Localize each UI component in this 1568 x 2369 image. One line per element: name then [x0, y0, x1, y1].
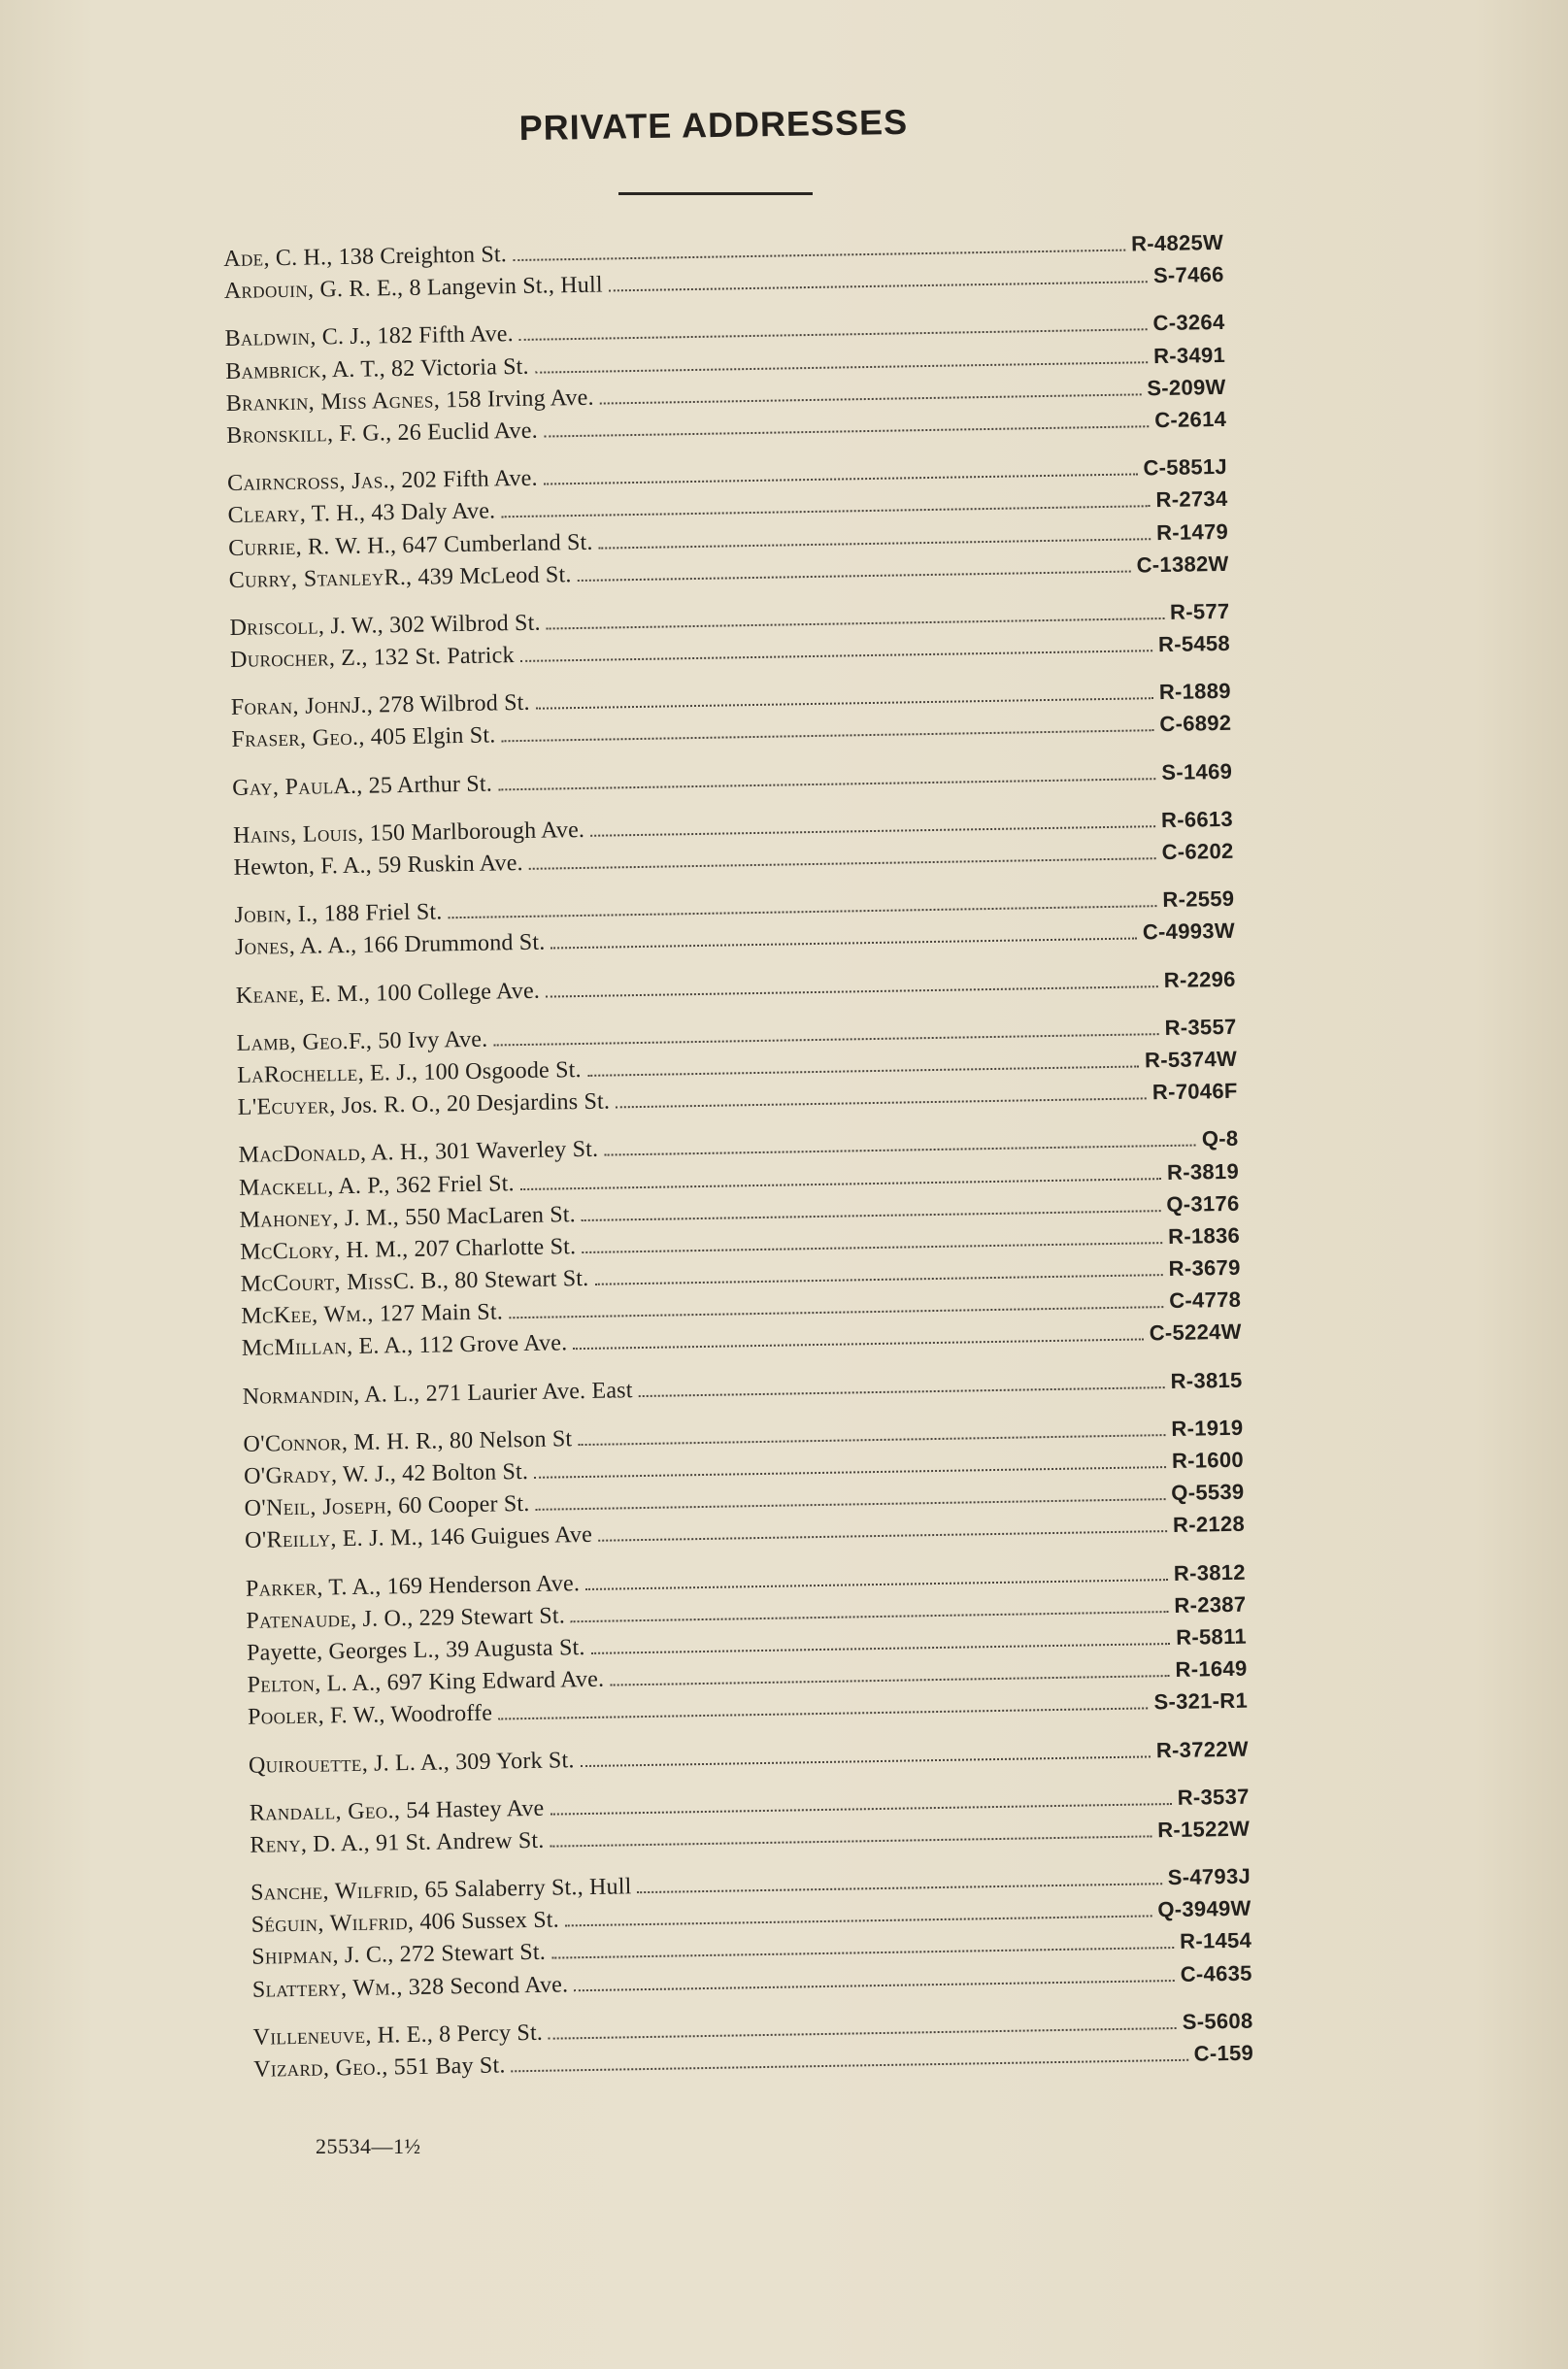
- entry-name: Cairncross, Jas.: [226, 468, 390, 497]
- leader-dots: [573, 1339, 1143, 1351]
- entry-address: , J. M., 550 MacLaren St.: [332, 1201, 577, 1231]
- entry-address: , J. L. A., 309 York St.: [361, 1747, 575, 1777]
- entry-address: , 127 Main St.: [367, 1299, 504, 1327]
- entry-name: Mahoney: [239, 1205, 333, 1233]
- entry-name: Randall, Geo.: [249, 1797, 395, 1826]
- entry-name: Curry, Stanley: [228, 564, 384, 593]
- entry-address: J., 278 Wilbrod St.: [350, 690, 530, 719]
- entry-name: Ardouin: [223, 277, 309, 305]
- entry-phone-number: R-1649: [1175, 1655, 1248, 1683]
- leader-dots: [549, 2027, 1177, 2040]
- entry-phone-number: C-6202: [1161, 838, 1234, 865]
- entry-address: , 202 Fifth Ave.: [388, 465, 538, 494]
- entry-phone-number: R-5374W: [1144, 1046, 1238, 1073]
- entry-name: MacDonald: [238, 1141, 361, 1169]
- entry-phone-number: R-2734: [1155, 486, 1228, 513]
- leader-dots: [544, 474, 1138, 485]
- entry-phone-number: C-5851J: [1143, 454, 1228, 481]
- entry-phone-number: R-2387: [1174, 1591, 1247, 1618]
- entry-phone-number: R-3722W: [1155, 1736, 1250, 1762]
- leader-dots: [535, 361, 1148, 373]
- leader-dots: [582, 1210, 1161, 1221]
- leader-dots: [498, 778, 1156, 790]
- entry-phone-number: C-5224W: [1149, 1319, 1242, 1346]
- entry-name: Bambrick: [224, 356, 321, 384]
- entry-name: Durocher: [229, 646, 330, 674]
- entry-phone-number: S-7466: [1152, 262, 1224, 288]
- entry-name: Ade: [223, 246, 264, 272]
- entry-address: , 54 Hastey Ave: [393, 1795, 545, 1823]
- entry-name: Parker: [245, 1575, 317, 1602]
- entry-name: Foran, John: [230, 693, 352, 721]
- entry-phone-number: R-577: [1169, 598, 1230, 624]
- leader-dots: [571, 1611, 1169, 1622]
- entry-phone-number: R-3815: [1170, 1367, 1243, 1393]
- entry-phone-number: R-3819: [1166, 1158, 1240, 1184]
- entry-address: , C. J., 182 Fifth Ave.: [310, 321, 515, 350]
- leader-dots: [599, 538, 1151, 549]
- entry-phone-number: S-1469: [1161, 758, 1233, 784]
- directory-entry: [249, 1732, 1249, 1781]
- heading-rule: [618, 192, 813, 195]
- entry-phone-number: R-2128: [1172, 1512, 1246, 1538]
- entry-name: Villeneuve: [252, 2022, 366, 2051]
- entry-phone-number: R-4825W: [1130, 229, 1224, 256]
- leader-dots: [585, 1579, 1168, 1590]
- entry-name: Cleary: [227, 502, 301, 529]
- leader-dots: [598, 1530, 1167, 1542]
- entry-name: L'Ecuyer: [237, 1093, 330, 1121]
- entry-address: , T. A., 169 Henderson Ave.: [317, 1570, 581, 1601]
- leader-dots: [600, 393, 1142, 404]
- entry-name: Bronskill: [226, 421, 328, 449]
- entry-phone-number: S-4793J: [1167, 1863, 1251, 1890]
- entry-phone-number: C-4635: [1180, 1960, 1252, 1986]
- leader-dots: [550, 1835, 1152, 1847]
- leader-dots: [498, 1708, 1148, 1720]
- entry-name: Shipman: [251, 1943, 333, 1971]
- entry-phone-number: R-3537: [1177, 1784, 1250, 1810]
- entry-phone-number: C-2614: [1153, 406, 1227, 433]
- entry-address: , H. E., 8 Percy St.: [365, 2019, 544, 2049]
- leader-dots: [578, 570, 1131, 581]
- entry-address: F., 50 Ivy Ave.: [348, 1026, 488, 1054]
- leader-dots: [544, 425, 1149, 437]
- leader-dots: [587, 1065, 1139, 1076]
- entry-address: , A. H., 301 Waverley St.: [359, 1137, 599, 1167]
- entry-address: , D. A., 91 St. Andrew St.: [300, 1827, 545, 1857]
- directory-entry: [236, 962, 1236, 1011]
- entry-address: , E. A., 112 Grove Ave.: [346, 1330, 568, 1360]
- leader-dots: [449, 905, 1157, 918]
- leader-dots: [513, 250, 1125, 261]
- leader-dots: [519, 329, 1148, 342]
- entry-phone-number: R-3557: [1164, 1014, 1237, 1040]
- entry-address: , Z., 132 St. Patrick: [328, 643, 515, 672]
- entry-name: McKee, Wm.: [241, 1301, 368, 1330]
- entry-name: LaRochelle: [237, 1060, 358, 1088]
- entry-address: C. B., 80 Stewart St.: [392, 1265, 589, 1295]
- entry-address: , 405 Elgin St.: [358, 722, 496, 751]
- entry-address: , T. H., 43 Daly Ave.: [299, 498, 496, 528]
- leader-dots: [512, 2059, 1188, 2073]
- entry-name: O'Reilly: [244, 1526, 331, 1554]
- entry-name: Pelton: [247, 1671, 316, 1698]
- entry-name: Jones: [234, 934, 289, 961]
- leader-dots: [547, 617, 1164, 630]
- leader-dots: [565, 1916, 1152, 1927]
- entry-name: Sanche, Wilfrid: [250, 1878, 414, 1906]
- directory-entry: [242, 1363, 1242, 1412]
- entry-phone-number: R-1919: [1171, 1415, 1244, 1441]
- entry-address: , E. M., 100 College Ave.: [298, 978, 541, 1008]
- entry-phone-number: C-6892: [1159, 711, 1232, 737]
- entry-address: Payette, Georges L., 39 Augusta St.: [246, 1634, 585, 1666]
- directory-entry: [232, 754, 1232, 803]
- entry-address: , F. W., Woodroffe: [317, 1700, 493, 1729]
- entry-name: O'Connor: [243, 1429, 343, 1457]
- entry-name: Lamb, Geo.: [236, 1028, 350, 1056]
- entry-address: , A. T., 82 Victoria St.: [320, 353, 529, 383]
- entry-name: Slattery, Wm.: [251, 1974, 397, 2003]
- entry-address: , C. H., 138 Creighton St.: [263, 242, 508, 272]
- entry-phone-number: Q-5539: [1171, 1479, 1245, 1506]
- entry-phone-number: S-209W: [1147, 374, 1226, 400]
- address-listing: [223, 226, 1253, 2085]
- leader-dots: [616, 1097, 1147, 1108]
- entry-name: Séguin, Wilfrid: [250, 1910, 409, 1939]
- leader-dots: [509, 1306, 1163, 1318]
- entry-name: Hains, Louis: [232, 820, 358, 849]
- entry-name: Patenaude: [246, 1606, 351, 1634]
- entry-name: Baldwin: [224, 324, 311, 352]
- entry-name: Fraser, Geo.: [231, 725, 359, 753]
- entry-phone-number: R-1479: [1155, 518, 1229, 545]
- entry-phone-number: R-1454: [1179, 1928, 1252, 1954]
- entry-phone-number: R-1889: [1158, 679, 1232, 705]
- entry-name: Pooler: [247, 1703, 318, 1731]
- leader-dots: [551, 1947, 1174, 1959]
- entry-address: , J. C., 272 Stewart St.: [332, 1940, 547, 1969]
- leader-dots: [501, 506, 1150, 518]
- entry-name: Quirouette: [248, 1751, 362, 1779]
- entry-address: , J. W., 302 Wilbrod St.: [317, 610, 541, 640]
- entry-name: O'Grady: [243, 1462, 332, 1489]
- entry-name: Currie: [227, 534, 296, 561]
- leader-dots: [604, 1145, 1196, 1156]
- leader-dots: [594, 1274, 1162, 1285]
- entry-phone-number: R-3812: [1173, 1559, 1247, 1585]
- entry-phone-number: R-3679: [1168, 1254, 1241, 1282]
- entry-address: , E. J. M., 146 Guigues Ave: [330, 1522, 593, 1552]
- leader-dots: [581, 1755, 1151, 1767]
- entry-address: , E. J., 100 Osgoode St.: [357, 1056, 582, 1086]
- leader-dots: [536, 697, 1153, 710]
- entry-phone-number: Q-8: [1201, 1126, 1239, 1151]
- entry-address: , A. A., 166 Drummond St.: [288, 929, 546, 960]
- entry-address: , F. G., 26 Euclid Ave.: [326, 417, 539, 448]
- entry-phone-number: C-4993W: [1142, 918, 1236, 945]
- entry-phone-number: R-5458: [1157, 630, 1231, 657]
- entry-phone-number: C-4778: [1169, 1287, 1242, 1314]
- entry-address: , 406 Sussex St.: [407, 1907, 560, 1936]
- entry-phone-number: Q-3176: [1166, 1190, 1240, 1217]
- entry-address: , 150 Marlborough Ave.: [357, 817, 585, 847]
- entry-name: Jobin: [234, 902, 286, 929]
- page-heading: PRIVATE ADDRESSES: [518, 101, 909, 149]
- entry-phone-number: R-1522W: [1156, 1816, 1251, 1843]
- leader-dots: [520, 650, 1152, 662]
- leader-dots: [609, 281, 1148, 291]
- entry-name: Driscoll: [229, 614, 319, 641]
- entry-phone-number: R-5811: [1175, 1623, 1248, 1650]
- entry-address: , 328 Second Ave.: [396, 1971, 569, 2000]
- leader-dots: [610, 1675, 1169, 1686]
- entry-name: O'Neil, Joseph: [244, 1493, 387, 1522]
- leader-dots: [590, 825, 1155, 837]
- entry-phone-number: R-2296: [1163, 966, 1236, 992]
- entry-phone-number: C-3264: [1152, 310, 1225, 336]
- leader-dots: [534, 1466, 1166, 1479]
- entry-phone-number: R-2559: [1162, 886, 1235, 913]
- leader-dots: [591, 1643, 1171, 1654]
- entry-address: , 60 Cooper St.: [385, 1491, 530, 1519]
- entry-address: , J. O., 229 Stewart St.: [350, 1603, 566, 1632]
- entry-phone-number: R-1600: [1171, 1447, 1245, 1473]
- entry-phone-number: C-159: [1193, 2040, 1254, 2066]
- entry-address: , R. W. H., 647 Cumberland St.: [295, 529, 593, 560]
- leader-dots: [493, 1033, 1158, 1046]
- entry-address: , A. L., 271 Laurier Ave. East: [352, 1377, 633, 1408]
- leader-dots: [639, 1386, 1165, 1397]
- entry-address: , G. R. E., 8 Langevin St., Hull: [307, 272, 603, 303]
- leader-dots: [501, 730, 1153, 743]
- entry-address: , M. H. R., 80 Nelson St: [341, 1426, 573, 1455]
- entry-address: , A. P., 362 Friel St.: [327, 1170, 515, 1199]
- leader-dots: [578, 1434, 1165, 1446]
- entry-phone-number: Q-3949W: [1157, 1895, 1251, 1922]
- entry-name: Gay, Paul: [232, 773, 334, 801]
- leader-dots: [529, 857, 1156, 870]
- entry-name: Keane: [235, 982, 299, 1009]
- entry-name: Reny: [250, 1831, 302, 1858]
- entry-phone-number: R-1836: [1167, 1222, 1241, 1249]
- entry-address: , W. J., 42 Bolton St.: [330, 1458, 529, 1488]
- entry-name: Brankin, Miss Agnes: [225, 387, 434, 417]
- entry-address: , Jos. R. O., 20 Desjardins St.: [329, 1088, 611, 1119]
- entry-address: R., 439 McLeod St.: [384, 561, 572, 590]
- entry-address: , H. M., 207 Charlotte St.: [333, 1233, 577, 1264]
- entry-phone-number: R-7046F: [1151, 1078, 1238, 1105]
- entry-phone-number: C-1382W: [1136, 551, 1229, 578]
- entry-address: , I., 188 Friel St.: [285, 899, 443, 928]
- entry-name: McClory: [240, 1238, 335, 1265]
- entry-name: Mackell: [238, 1173, 328, 1201]
- leader-dots: [536, 1498, 1166, 1511]
- entry-name: McMillan: [241, 1334, 348, 1362]
- entry-phone-number: R-3491: [1152, 342, 1226, 368]
- entry-phone-number: R-6613: [1160, 806, 1234, 832]
- entry-address: , 65 Salaberry St., Hull: [412, 1874, 632, 1904]
- entry-phone-number: S-321-R1: [1153, 1688, 1249, 1715]
- leader-dots: [638, 1883, 1162, 1893]
- entry-name: Vizard, Geo.: [252, 2054, 383, 2083]
- leader-dots: [574, 1980, 1175, 1991]
- entry-address: Hewton, F. A., 59 Ruskin Ave.: [233, 850, 523, 881]
- entry-phone-number: S-5608: [1182, 2008, 1253, 2034]
- leader-dots: [546, 985, 1158, 997]
- leader-dots: [551, 938, 1137, 950]
- entry-address: A., 25 Arthur St.: [333, 771, 493, 799]
- leader-dots: [582, 1242, 1162, 1253]
- printer-code: 25534—1½: [316, 2134, 421, 2158]
- leader-dots: [550, 1803, 1171, 1816]
- entry-address: , L. A., 697 King Edward Ave.: [315, 1666, 605, 1697]
- entry-address: , 551 Bay St.: [382, 2052, 506, 2081]
- entry-name: McCourt, Miss: [240, 1269, 394, 1297]
- entry-name: Normandin: [242, 1382, 354, 1410]
- entry-address: , 158 Irving Ave.: [433, 384, 594, 414]
- leader-dots: [520, 1178, 1161, 1190]
